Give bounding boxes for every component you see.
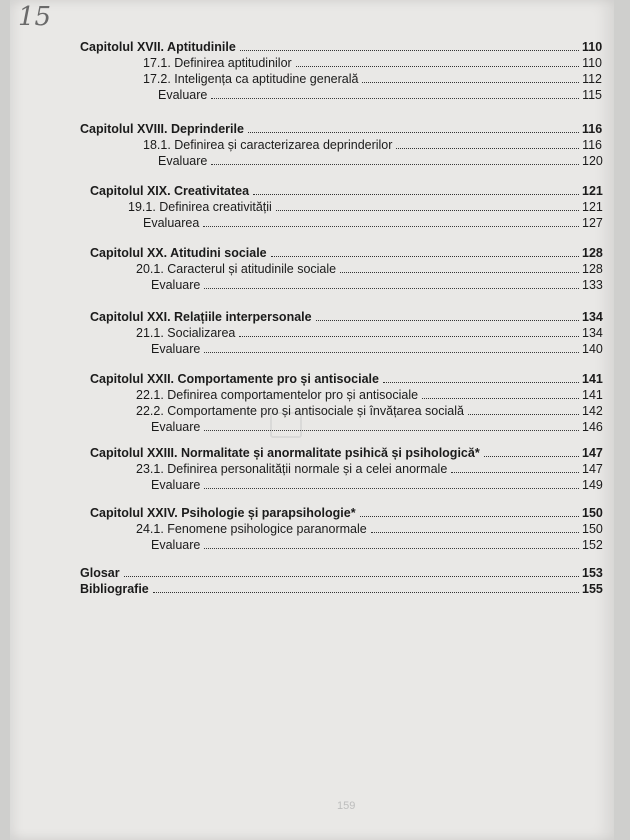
dot-leader xyxy=(316,320,579,321)
toc-entry-label: Evaluare xyxy=(158,88,208,102)
toc-entry-page: 120 xyxy=(582,154,603,168)
toc-entry-page: 146 xyxy=(582,420,603,434)
toc-entry-label: 22.1. Definirea comportamentelor pro și antisociale xyxy=(136,388,419,402)
toc-entry-label: Capitolul XX. Atitudini sociale xyxy=(90,246,267,260)
dot-leader xyxy=(422,398,579,399)
dot-leader xyxy=(211,98,579,99)
toc-entry-label: Bibliografie xyxy=(80,582,149,596)
toc-entry-page: 121 xyxy=(582,200,603,214)
toc-entry xyxy=(136,522,602,537)
toc-entry-label: Capitolul XXI. Relațiile interpersonale xyxy=(90,310,312,324)
dot-leader xyxy=(204,288,579,289)
dot-leader xyxy=(451,472,579,473)
toc-entry-page: 133 xyxy=(582,278,603,292)
toc-entry-label: Glosar xyxy=(80,566,120,580)
dot-leader xyxy=(271,256,579,257)
toc-entry-label: Capitolul XXII. Comportamente pro și antisociale xyxy=(90,372,379,386)
toc-entry-label: Evaluarea xyxy=(143,216,200,230)
dot-leader xyxy=(204,352,579,353)
toc-entry-page: 116 xyxy=(582,138,602,152)
toc-entry xyxy=(90,310,602,325)
toc-entry-page: 134 xyxy=(582,326,603,340)
dot-leader xyxy=(248,132,579,133)
toc-entry-page: 141 xyxy=(582,372,603,386)
toc-entry-label: 20.1. Caracterul și atitudinile sociale xyxy=(136,262,337,276)
toc-entry-page: 134 xyxy=(582,310,603,324)
toc-entry xyxy=(151,538,602,553)
toc-entry-label: 17.2. Inteligența ca aptitudine generală xyxy=(143,72,359,86)
toc-entry-page: 153 xyxy=(582,566,603,580)
toc-entry xyxy=(136,462,602,477)
toc-entry-label: 23.1. Definirea personalității normale și a celei anormale xyxy=(136,462,448,476)
toc-entry-page: 116 xyxy=(582,122,603,136)
toc-entry xyxy=(128,200,602,215)
dot-leader xyxy=(239,336,579,337)
toc-entry-label: 22.2. Comportamente pro și antisociale și învățarea socială xyxy=(136,404,464,418)
dot-leader xyxy=(371,532,579,533)
toc-entry-label: 24.1. Fenomene psihologice paranormale xyxy=(136,522,367,536)
toc-entry-label: Evaluare xyxy=(151,420,201,434)
toc-entry-label: Capitolul XIX. Creativitatea xyxy=(90,184,250,198)
dot-leader xyxy=(204,488,579,489)
toc-entry-page: 128 xyxy=(582,262,603,276)
toc-entry-label: 21.1. Socializarea xyxy=(136,326,236,340)
dot-leader xyxy=(484,456,579,457)
toc-entry xyxy=(158,154,602,169)
toc-entry-label: Evaluare xyxy=(151,538,201,552)
toc-entry xyxy=(151,420,602,435)
dot-leader xyxy=(240,50,579,51)
toc-entry xyxy=(158,88,602,103)
book-page xyxy=(10,0,614,840)
toc-entry xyxy=(136,404,602,419)
toc-entry xyxy=(143,138,602,153)
toc-entry xyxy=(136,388,602,403)
toc-entry-page: 149 xyxy=(582,478,603,492)
toc-entry xyxy=(151,342,602,357)
toc-entry xyxy=(151,478,602,493)
toc-entry-label: Capitolul XVIII. Deprinderile xyxy=(80,122,244,136)
toc-entry-label: 17.1. Definirea aptitudinilor xyxy=(143,56,292,70)
toc-entry-page: 147 xyxy=(582,462,603,476)
toc-entry xyxy=(80,582,602,597)
dot-leader xyxy=(124,576,579,577)
dot-leader xyxy=(204,548,579,549)
toc-entry xyxy=(136,326,602,341)
toc-entry-label: Capitolul XXIV. Psihologie și parapsihologie* xyxy=(90,506,356,520)
dot-leader xyxy=(153,592,579,593)
dot-leader xyxy=(211,164,579,165)
toc-entry-label: Capitolul XXIII. Normalitate și anormalitate psihică și psihologică* xyxy=(90,446,480,460)
toc-entry xyxy=(143,72,602,87)
dot-leader xyxy=(340,272,579,273)
toc-entry-label: Capitolul XVII. Aptitudinile xyxy=(80,40,236,54)
dot-leader xyxy=(296,66,579,67)
dot-leader xyxy=(276,210,579,211)
toc-entry-page: 110 xyxy=(582,40,603,54)
toc-entry-page: 115 xyxy=(582,88,602,102)
toc-entry-label: 19.1. Definirea creativității xyxy=(128,200,272,214)
toc-entry xyxy=(80,122,602,137)
toc-entry-page: 152 xyxy=(582,538,603,552)
dot-leader xyxy=(396,148,579,149)
toc-entry-page: 155 xyxy=(582,582,603,596)
toc-entry xyxy=(90,184,602,199)
table-of-contents xyxy=(10,0,614,840)
toc-entry xyxy=(143,56,602,71)
toc-entry xyxy=(90,372,602,387)
toc-entry-page: 141 xyxy=(582,388,603,402)
dot-leader xyxy=(253,194,579,195)
toc-entry-page: 142 xyxy=(582,404,603,418)
dot-leader xyxy=(468,414,579,415)
dot-leader xyxy=(360,516,579,517)
toc-entry-page: 127 xyxy=(582,216,603,230)
toc-entry-label: 18.1. Definirea și caracterizarea deprinderilor xyxy=(143,138,393,152)
toc-entry xyxy=(90,506,602,521)
toc-entry xyxy=(151,278,602,293)
toc-entry-label: Evaluare xyxy=(158,154,208,168)
page-number: 159 xyxy=(337,800,356,812)
toc-entry xyxy=(80,40,602,55)
toc-entry-page: 128 xyxy=(582,246,603,260)
toc-entry-page: 110 xyxy=(582,56,602,70)
toc-entry xyxy=(90,446,602,461)
toc-entry-page: 150 xyxy=(582,506,603,520)
toc-entry-page: 150 xyxy=(582,522,603,536)
toc-entry-page: 140 xyxy=(582,342,603,356)
toc-entry xyxy=(143,216,602,231)
dot-leader xyxy=(362,82,579,83)
toc-entry-page: 121 xyxy=(582,184,603,198)
toc-entry-label: Evaluare xyxy=(151,342,201,356)
toc-entry xyxy=(136,262,602,277)
toc-entry xyxy=(90,246,602,261)
handwritten-page-mark: 15 xyxy=(18,2,52,32)
dot-leader xyxy=(203,226,579,227)
toc-entry-label: Evaluare xyxy=(151,278,201,292)
toc-entry-page: 147 xyxy=(582,446,603,460)
dot-leader xyxy=(383,382,579,383)
toc-entry-label: Evaluare xyxy=(151,478,201,492)
dot-leader xyxy=(204,430,579,431)
toc-entry xyxy=(80,566,602,581)
toc-entry-page: 112 xyxy=(582,72,602,86)
